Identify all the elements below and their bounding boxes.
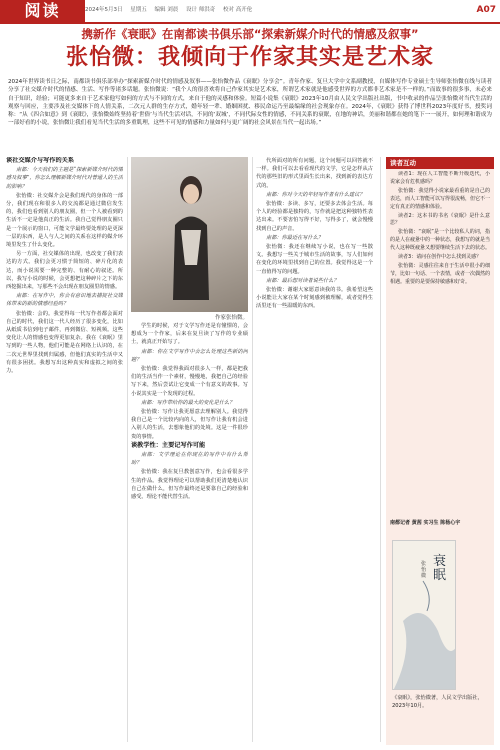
paragraph: 南都：今天我们的主题是“探索新媒介时代的情感及叙事”，你怎么理解新媒介时代对普通人的生活的影响？ — [6, 167, 123, 190]
paragraph: 张怡微：我觉得我面对很多人一样，都是把我们的生活当作一个素材，慢慢地，我把自己的经验写下来，然后尝试让它变成一个有意义的故事。写小说其实是一个发现的过程。 — [131, 366, 248, 397]
article-kicker: 携新作《衰眠》在南都读书俱乐部“探索新媒介时代的情感及叙事” — [81, 27, 419, 41]
section-tab: 阅读 — [0, 0, 85, 22]
page-header-meta — [85, 3, 500, 17]
editor: 编辑 刘晨 — [154, 7, 179, 13]
book-title: 衰眠 — [433, 554, 447, 583]
paragraph: 读者3：请问在创作中怎么找到灵感？ — [398, 254, 482, 261]
paragraph: 张怡微：谢谢大家愿意读我的书。我希望这些小说能让大家在某个时刻感到被理解，或者觉得生活里还有一些温暖的东西。 — [256, 287, 373, 310]
paragraph: 张怡微：“衰眠”是一个比较私人的词，指的是人在疲惫中的一种状态，我想写的就是当代人这种既疲惫又想要继续生活下去的状态。 — [390, 229, 490, 252]
column-divider — [127, 157, 128, 742]
book-author: 张怡微 — [421, 561, 427, 579]
paragraph: 另一方面，社交媒体的出现，也改变了我们表达的方式。我们会更习惯于简短的、碎片化的表达，而小说需要一种完整的、有耐心的叙述。所以，我写小说的时候，会更想把这种碎片之下的东西挖掘出来，写那些不会出现在朋友圈里的情感。 — [6, 251, 123, 291]
paragraph: 张怡微：我觉得小说家最看重的是自己的表达，而人工智能可以写得很流畅，但它不一定有真正的情感和体验。 — [390, 187, 490, 210]
article-column-1 — [6, 157, 123, 742]
page-number: A07 — [476, 5, 496, 15]
paragraph: 南都：在写作中，你会有意识地去捕捉社交媒体带来的新的情感经验吗？ — [6, 293, 123, 308]
column-divider — [380, 157, 381, 742]
paragraph: 张怡微：会的。我觉得每一代写作者都会面对自己的时代，我们这一代人经历了很多变化，比如从纸质书信到电子邮件，再到微信、短视频。这些变化让人的情感也变得更加复杂。我在《衰眠》里写到的一些人物，他们可能是在网络上认识的，在二次元世界里找到归属感，但他们真实的生活中又有很多困扰。我想写出这种真实和虚拟之间的张力。 — [6, 310, 123, 375]
designer: 设计 师洪奇 — [186, 7, 216, 13]
photo-caption: 作家张怡微。 — [214, 315, 248, 321]
book-caption: 《衰眠》，张怡微著，人民文学出版社，2023年10月。 — [392, 695, 483, 709]
weekday: 星期五 — [130, 7, 147, 13]
article-lead: 2024年世界读书日之际，南都读书俱乐部举办“探索新媒介时代的情感及叙事——张怡微作品《衰眠》分享会”。青年作家、复旦大学中文系副教授，自媒体写作专业硕士生导师张怡微在线与读者分享了社交媒介时代的情感、生活、写作等诸多话题。张怡微说：“我个人的很喜欢将自己作家其实是艺术家，所谓艺术家就是他感受世界的方式都非艺术家是不一样的。”而故事的很多事，未必来自于知识，经验；可能更多来自于艺术家他写如何的方式与不同的方式，来自于他的灵感和体验。短篇小说集《衰眠》2023年10月由人民文学出版社出版，书中收录的作品呈张怡微对当代生活的观察与回应，主要涉及社交媒体下的人情关系，二次元人群的生存方式，婚年轻一辈、婚姻困扰、移民命运乃至最编缘的社会现象存在。2024年，《衰眠》获得了博世科2023年度好书，授奖词称：“从《四合如意》到《衰眠》，张怡微始终坚持着‘世俗’与当代生活对话，不同的‘双城’，不同代际女性的情感，不同关系的衰眠，在地的神话，美丽和谐都在她的笔下一一展开，如何理和谐成为一部好看的小说，张怡微让我们看见当代生活的多重肌理，这些不可见的情感和力量如何与更广阔的社会风景在当代一起出场。” — [8, 79, 492, 127]
date: 2024年5月3日 — [85, 7, 123, 13]
author-silhouette-image — [167, 170, 215, 300]
paragraph: 张怡微：我在复旦教创意写作，也会看很多学生的作品。我觉得理论可以帮助我们更清楚地认识自己在做什么，但写作最终还是要靠自己的经验和感受。理论不能代替生活。 — [131, 469, 248, 501]
paragraph: 读者2：这本书的书名《衰眠》是什么意思？ — [390, 212, 490, 227]
sidebar-title: 读者互动 — [386, 157, 494, 169]
column-heading: 谈教学性：主要记写作可能 — [131, 441, 206, 449]
byline: 南都记者 黄茜 实习生 陈杨心宇 — [390, 520, 461, 526]
paragraph: 代所面对的所有问题，这个问题可以回答就不一样。我们可以去看看现代的文学，它是怎样从古代的那些旧的形式里面生长出来，找到新的表达方式的。 — [256, 158, 373, 189]
column-divider — [252, 157, 253, 742]
paragraph: 南都：最后想对读者说些什么？ — [266, 277, 339, 284]
paragraph: 张怡微：我还在继续写小说，也在写一些散文。我想写一些关于城市生活的故事，写人们如何在变化的环境里找到自己的位置。我觉得这是一个一直值得写的问题。 — [256, 244, 373, 275]
paragraph: 南都：你在文学写作中会怎么处理这些新的问题？ — [131, 348, 248, 363]
paragraph: 南都：文学理论在你现在的写作中有什么帮助？ — [131, 452, 248, 467]
paragraph: 学生的时候，对于文学写作还是有憧憬的，会想成为一个作家，后来在复旦读了写作的专业硕士，就真正开始写了。 — [131, 323, 248, 346]
paragraph: 读者1：现在人工智能不断升级迭代，小说家会有危机感吗？ — [390, 171, 490, 185]
column-heading: 谈社交媒介与写作的关系 — [6, 157, 75, 164]
article-headline: 张怡微：我倾向于作家其实是艺术家 — [65, 45, 434, 70]
paragraph: 张怡微：写作让我更愿意去理解别人。我觉得我自己是一个比较内向的人，但写作让我有机会进入别人的生活，去想象他们的处境。这是一件很珍贵的事情。 — [131, 409, 248, 440]
proofreader: 校对 高开伦 — [223, 7, 253, 13]
article-column-2 — [131, 322, 248, 742]
paragraph: 张怡微：多读、多写，还要多去体会生活。每个人的经验都是独特的，写作就是把这种独特性表达出来。不要害怕写得不好，写得多了，就会慢慢找到自己的声音。 — [256, 201, 373, 232]
paragraph: 南都：写作带给你的最大的变化是什么？ — [141, 399, 235, 406]
sidebar-body — [390, 171, 490, 521]
book-cover-image — [392, 540, 456, 690]
header-rule — [0, 22, 500, 24]
paragraph: 南都：你最近在写什么？ — [266, 234, 324, 241]
paragraph: 南都：你对今天的年轻写作者有什么建议？ — [266, 191, 365, 198]
article-column-3 — [256, 157, 373, 742]
paragraph: 张怡微：灵感往往来自于生活中很小的细节，比如一句话、一个表情，或者一次偶然的相遇。重要的是要保持敏感和好奇。 — [390, 262, 490, 285]
paragraph: 张怡微：社交媒介会是我们现代的身体的一部分，我们现在和很多人的交流都是通过微信发生的，我们也看到别人的朋友圈，但一个人被看到的生活不一定是他真正的生活。我自己觉得朋友圈只是一个展示的窗口，可能文学最终要处理的是更深一层的东西，是人与人之间的关系在这样的媒介环境里发生了什么变化。 — [6, 192, 123, 249]
